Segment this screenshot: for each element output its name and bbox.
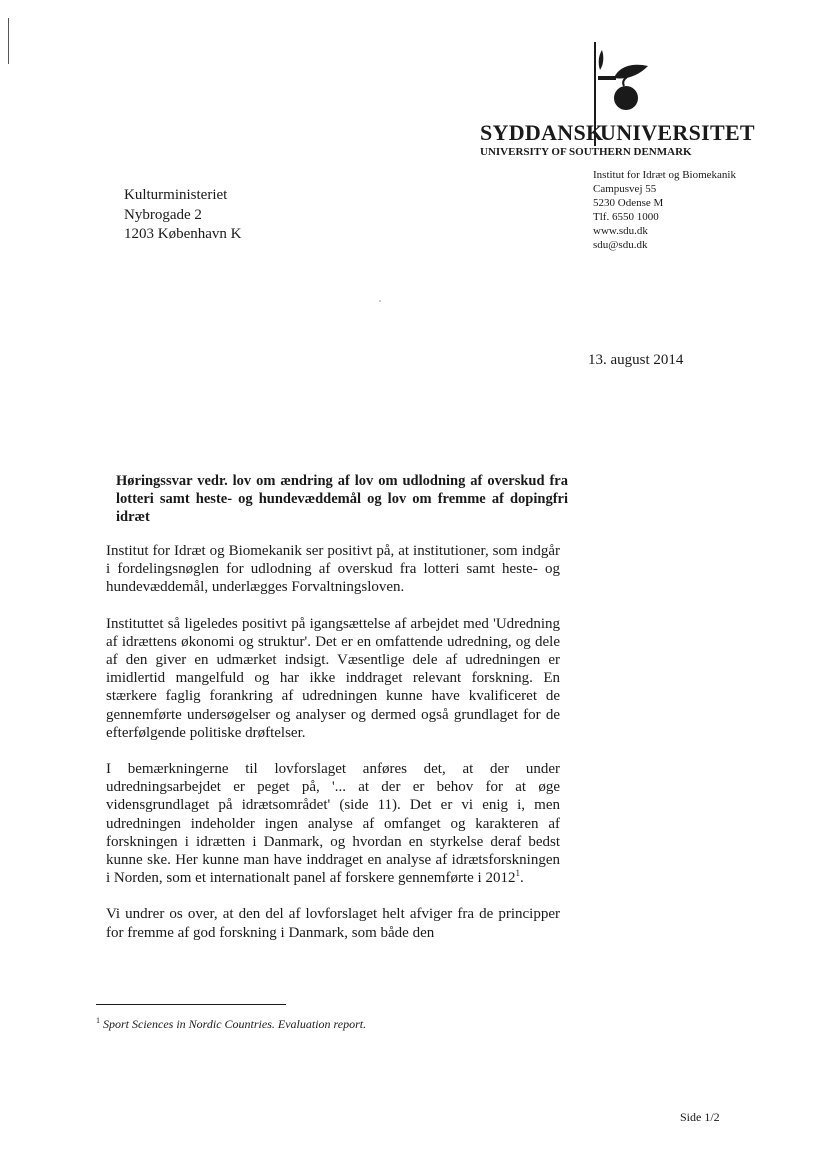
recipient-city: 1203 København K bbox=[124, 226, 242, 242]
institute-name: Institut for Idræt og Biomekanik bbox=[593, 169, 736, 181]
body-paragraph-1: Institut for Idræt og Biomekanik ser positivt på, at institutioner, som indgår i fordelingsnøglen for udlodning af overskud fra lotteri samt heste- og hundevæddemål, underlægges Forvaltningsloven. bbox=[106, 543, 560, 596]
body-paragraph-3-text: I bemærkningerne til lovforslaget anføres det, at der under udredningsarbejdet er peget på, '... at der er behov for at øge vidensgrundlaget på idrætsområdet' (side 11). Det er vi enig i, men udredningen indeholder ingen analyse af omfanget og karakteren af forskningen i idrætten i Danmark, og hvordan en styrkelse deraf bedst kunne ske. Her kunne man have inddraget en analyse af idrætsforskningen i Norden, som et internationalt panel af forskere gennemførte i 2012 bbox=[106, 761, 560, 887]
scan-edge-line bbox=[8, 18, 9, 64]
footnote-mark: 1 bbox=[96, 1016, 100, 1025]
institute-phone: Tlf. 6550 1000 bbox=[593, 211, 659, 223]
footnote-reference: 1 bbox=[515, 868, 520, 879]
letter-date: 13. august 2014 bbox=[588, 352, 684, 368]
body-paragraph-3: I bemærkningerne til lovforslaget anføres det, at der under udredningsarbejdet er peget på, '... at der er behov for at øge vidensgrundlaget på idrætsområdet' (side 11). Det er vi enig i, men udredningen indeholder ingen analyse af omfanget og karakteren af forskningen i idrætten i Danmark, og hvordan en styrkelse deraf bedst kunne ske. Her kunne man have inddraget en analyse af idrætsforskningen i Norden, som et internationalt panel af forskere gennemførte i 2012$^1$. bbox=[106, 761, 560, 887]
institute-email: sdu@sdu.dk bbox=[593, 239, 648, 251]
university-name-word1: SYDDANSK bbox=[480, 120, 604, 145]
institute-address-block bbox=[593, 168, 736, 252]
footnote-text: Sport Sciences in Nordic Countries. Evaluation report. bbox=[103, 1017, 367, 1031]
scan-speck bbox=[379, 300, 381, 302]
letter-body bbox=[106, 542, 560, 960]
institute-website: www.sdu.dk bbox=[593, 225, 648, 237]
body-paragraph-2: Instituttet så ligeledes positivt på igangsættelse af arbejdet med 'Udredning af idrættens økonomi og struktur'. Det er en omfattende udredning, og dele af den giver en udmærket indsigt. Væsentlige dele af udredningen er imidlertid mangelfuld og har ikke inddraget relevant forskning. En stærkere faglig forankring af udredningen kunne have kvalificeret de gennemførte undersøgelser og analyser og dermed også grundlaget for de efterfølgende politiske drøftelser. bbox=[106, 615, 560, 741]
page-number: Side 1/2 bbox=[680, 1110, 720, 1124]
university-logo bbox=[476, 42, 755, 162]
apple-tree-icon bbox=[596, 46, 666, 116]
recipient-street: Nybrogade 2 bbox=[124, 206, 202, 223]
letter-subject: Høringssvar vedr. lov om ændring af lov om udlodning af overskud fra lotteri samt heste- og hundevæddemål og lov om fremme af dopingfri idræt bbox=[116, 473, 568, 525]
footnote-separator bbox=[96, 1004, 286, 1005]
university-name-word2: UNIVERSITET bbox=[600, 120, 755, 145]
university-name-english: UNIVERSITY OF SOUTHERN DENMARK bbox=[480, 146, 692, 158]
institute-city: 5230 Odense M bbox=[593, 197, 664, 209]
recipient-name: Kulturministeriet bbox=[124, 187, 228, 203]
footnote bbox=[96, 1016, 366, 1032]
recipient-address bbox=[124, 186, 241, 245]
body-paragraph-4: Vi undrer os over, at den del af lovforslaget helt afviger fra de principper for fremme af god forskning i Danmark, som både den bbox=[106, 906, 560, 941]
institute-street: Campusvej 55 bbox=[593, 183, 657, 195]
